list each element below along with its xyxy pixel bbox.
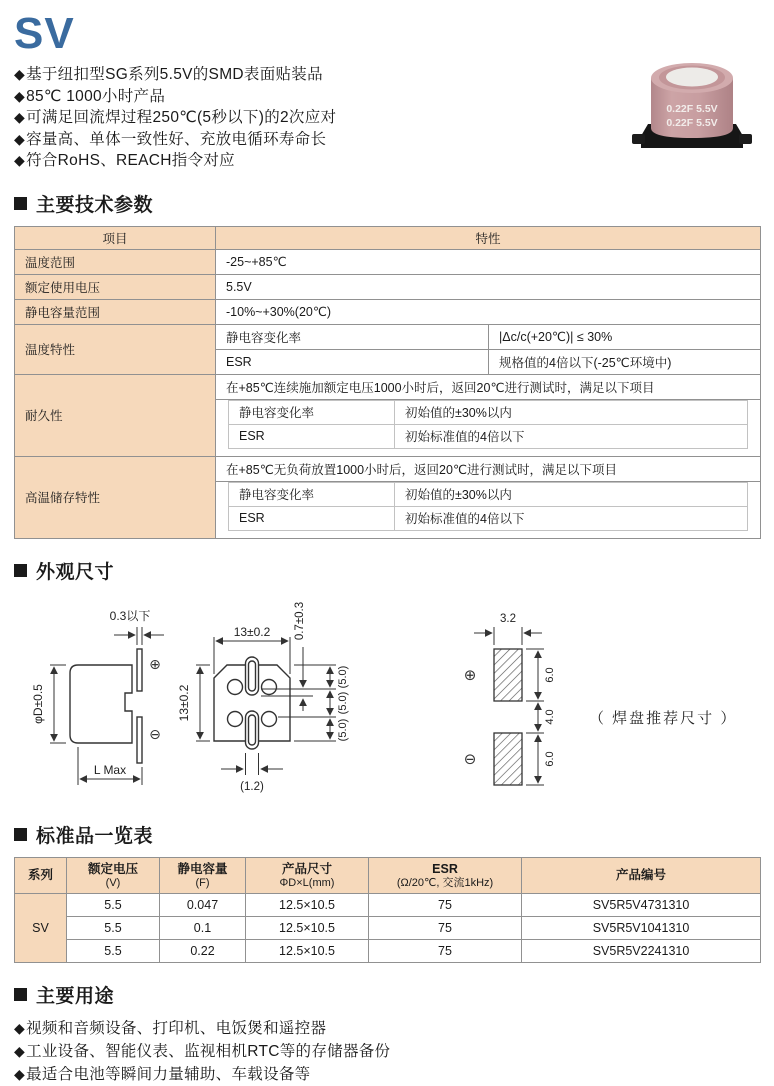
section-square-icon: [14, 828, 27, 841]
capacitance-cell: 0.047: [160, 893, 246, 916]
part-number-cell: SV5R5V1041310: [522, 916, 761, 939]
spec-condition: 在+85℃连续施加额定电压1000小时后，返回20℃进行测试时，满足以下项目: [216, 374, 761, 399]
application-item: [14, 1040, 760, 1063]
spec-value: -10%~+30%(20℃): [216, 299, 761, 324]
spec-row: [15, 324, 761, 349]
feature-text: 容量高、单体一致性好、充放电循环寿命长: [26, 130, 327, 148]
spec-value: -25~+85℃: [216, 249, 761, 274]
section-heading-specs: [14, 190, 760, 217]
application-item: [14, 1017, 760, 1040]
spec-subvalue: 规格值的4倍以下(-25℃环境中): [489, 349, 761, 374]
section-square-icon: [14, 197, 27, 210]
section-title: 标准品一览表: [36, 825, 154, 847]
dim-label: 4.0: [544, 708, 556, 725]
pad-note: （ 焊盘推荐尺寸 ）: [589, 709, 738, 727]
section-title: 外观尺寸: [36, 561, 115, 583]
section-square-icon: [14, 564, 27, 577]
specs-table: [14, 226, 761, 539]
endurance-subtable: [228, 400, 748, 449]
spec-row: [15, 249, 761, 274]
dim-label: 13±0.2: [177, 684, 191, 721]
capacitor-top-seal: [666, 68, 718, 87]
diamond-bullet-icon: ◆: [14, 66, 26, 82]
application-text: 工业设备、智能仪表、监视相机RTC等的存储器备份: [26, 1042, 391, 1060]
section-heading-applications: [14, 981, 760, 1008]
application-item: [14, 1063, 760, 1086]
dim-label: (1.2): [240, 780, 264, 793]
pad-layout-drawing: [464, 613, 738, 785]
dim-label: L Max: [93, 762, 127, 777]
plus-terminal-icon: ⊕: [149, 655, 161, 672]
feature-text: 符合RoHS、REACH指令对应: [26, 152, 235, 169]
dim-label: (5.0): [337, 691, 349, 714]
spec-subvalue: 初始值的±30%以内: [395, 400, 748, 424]
feature-text: 基于纽扣型SG系列5.5V的SMD表面贴装品: [26, 66, 323, 83]
application-text: 视频和音频设备、打印机、电饭煲和遥控器: [26, 1019, 327, 1037]
dimension-drawings: [14, 593, 760, 803]
spec-item: 静电容量范围: [15, 299, 216, 324]
dim-label: 13±0.2: [233, 624, 271, 639]
applications-list: [14, 1017, 760, 1086]
voltage-cell: 5.5: [67, 893, 160, 916]
product-row: [15, 893, 761, 916]
product-row: [15, 916, 761, 939]
diamond-bullet-icon: ◆: [14, 1065, 26, 1082]
products-col-header: 系列: [15, 857, 67, 893]
side-view-drawing: [31, 609, 164, 785]
products-table: [14, 857, 761, 963]
dim-label: (5.0): [337, 718, 349, 741]
feature-text: 85℃ 1000小时产品: [26, 87, 166, 105]
product-row: [15, 939, 761, 962]
section-heading-dimensions: [14, 557, 760, 584]
products-col-header: 产品编号: [522, 857, 761, 893]
spec-subname: 静电容变化率: [216, 324, 489, 349]
spec-row: [15, 299, 761, 324]
application-text: 最适合电池等瞬间力量辅助、车载设备等: [26, 1065, 311, 1083]
spec-condition: 在+85℃无负荷放置1000小时后，返回20℃进行测试时，满足以下项目: [216, 456, 761, 481]
spec-subname: ESR: [216, 349, 489, 374]
spec-subvalue: 初始值的±30%以内: [395, 482, 748, 506]
spec-subname: ESR: [229, 424, 395, 448]
dim-label: 6.0: [544, 750, 556, 767]
products-col-header: 静电容量 (F): [160, 857, 246, 893]
diamond-bullet-icon: ◆: [14, 1042, 26, 1059]
spec-subvalue: 初始标准值的4倍以下: [395, 506, 748, 530]
part-number-cell: SV5R5V4731310: [522, 893, 761, 916]
products-col-header: ESR (Ω/20℃, 交流1kHz): [369, 857, 522, 893]
esr-cell: 75: [369, 916, 522, 939]
spec-subname: 静电容变化率: [229, 400, 395, 424]
specs-col-header: 特性: [216, 226, 761, 249]
spec-row: [15, 456, 761, 481]
series-cell: SV: [15, 893, 67, 962]
section-title: 主要技术参数: [36, 194, 154, 216]
diamond-bullet-icon: ◆: [14, 87, 26, 104]
voltage-cell: 5.5: [67, 916, 160, 939]
products-col-header: 额定电压 (V): [67, 857, 160, 893]
size-cell: 12.5×10.5: [246, 916, 369, 939]
esr-cell: 75: [369, 939, 522, 962]
size-cell: 12.5×10.5: [246, 893, 369, 916]
spec-item: 高温储存特性: [15, 456, 216, 538]
dim-label: 3.2: [500, 612, 516, 625]
esr-cell: 75: [369, 893, 522, 916]
dim-label: 0.7±0.3: [294, 601, 306, 640]
spec-subvalue: 初始标准值的4倍以下: [395, 424, 748, 448]
plus-pad-icon: ⊕: [463, 666, 477, 684]
spec-subvalue: |Δc/c(+20℃)| ≤ 30%: [489, 324, 761, 349]
spec-row: [15, 374, 761, 399]
spec-subname: ESR: [229, 506, 395, 530]
dim-label: 0.3以下: [109, 608, 151, 623]
section-heading-products: [14, 821, 760, 848]
spec-item: 耐久性: [15, 374, 216, 456]
voltage-cell: 5.5: [67, 939, 160, 962]
storage-subtable: [228, 482, 748, 531]
specs-col-header: 项目: [15, 226, 216, 249]
section-square-icon: [14, 988, 27, 1001]
diamond-bullet-icon: ◆: [14, 152, 26, 168]
bottom-view-drawing: [177, 601, 349, 792]
capacitor-marking-2: 0.22F 5.5V: [666, 117, 718, 129]
page-title: SV: [14, 9, 75, 58]
capacitance-cell: 0.22: [160, 939, 246, 962]
spec-item: 额定使用电压: [15, 274, 216, 299]
size-cell: 12.5×10.5: [246, 939, 369, 962]
spec-item: 温度特性: [15, 324, 216, 374]
dim-label: φD±0.5: [31, 683, 45, 724]
products-col-header: 产品尺寸 ΦD×L(mm): [246, 857, 369, 893]
spec-item: 温度范围: [15, 249, 216, 274]
capacitance-cell: 0.1: [160, 916, 246, 939]
product-photo: [626, 48, 758, 160]
dim-label: (5.0): [337, 665, 349, 688]
spec-subname: 静电容变化率: [229, 482, 395, 506]
capacitor-marking-1: 0.22F 5.5V: [666, 103, 718, 115]
section-title: 主要用途: [36, 985, 115, 1007]
spec-value: 5.5V: [216, 274, 761, 299]
diamond-bullet-icon: ◆: [14, 130, 26, 147]
dim-label: 6.0: [544, 666, 556, 683]
minus-pad-icon: ⊖: [463, 750, 477, 768]
minus-terminal-icon: ⊖: [149, 725, 161, 742]
diamond-bullet-icon: ◆: [14, 109, 26, 125]
diamond-bullet-icon: ◆: [14, 1019, 26, 1036]
spec-row: [15, 274, 761, 299]
feature-text: 可满足回流焊过程250℃(5秒以下)的2次应对: [26, 109, 337, 126]
part-number-cell: SV5R5V2241310: [522, 939, 761, 962]
